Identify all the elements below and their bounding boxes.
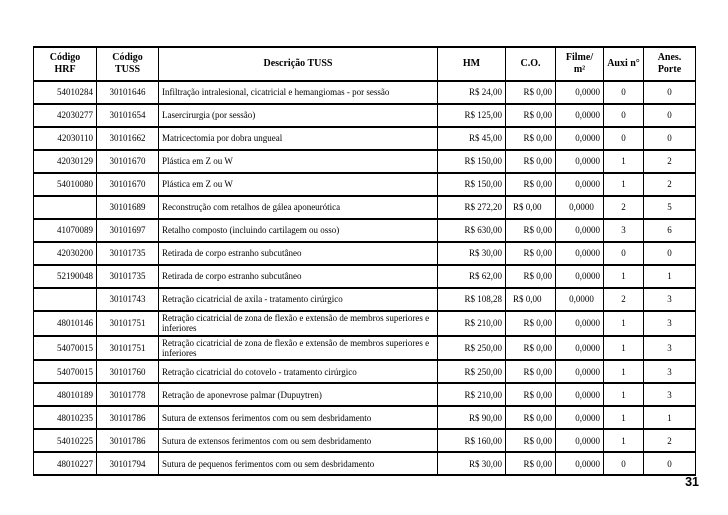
anes-porte-cell: 3 xyxy=(644,360,696,383)
auxi-value-cell: 1 xyxy=(604,429,644,452)
filme-value-cell: 0,0000 xyxy=(556,196,604,219)
table-row xyxy=(34,311,696,336)
descricao-cell: Retração cicatricial de zona de flexão e extensão de membros superiores e inferiores xyxy=(159,311,438,336)
auxi-value-cell: 1 xyxy=(604,265,644,288)
auxi-value-cell: 3 xyxy=(604,219,644,242)
codigo-hrf-cell: 54010284 xyxy=(34,81,97,104)
auxi-value-cell: 0 xyxy=(604,81,644,104)
table-row xyxy=(34,406,696,429)
hm-value-cell: R$ 125,00 xyxy=(438,104,506,127)
filme-value-cell: 0,0000 xyxy=(556,173,604,196)
auxi-value-cell: 1 xyxy=(604,336,644,361)
header-co: C.O. xyxy=(506,47,556,81)
codigo-hrf-cell: 52190048 xyxy=(34,265,97,288)
hm-value-cell: R$ 150,00 xyxy=(438,173,506,196)
codigo-tuss-cell: 30101654 xyxy=(97,104,159,127)
header-codigo-hrf-line1: Código xyxy=(49,51,81,63)
codigo-tuss-cell: 30101760 xyxy=(97,360,159,383)
hm-value-cell: R$ 150,00 xyxy=(438,150,506,173)
codigo-hrf-cell: 42030129 xyxy=(34,150,97,173)
codigo-tuss-cell: 30101786 xyxy=(97,406,159,429)
co-value-cell: R$ 0,00 xyxy=(506,150,556,173)
table-row xyxy=(34,265,696,288)
header-filme-m2: Filme/ m² xyxy=(556,47,604,81)
table-row xyxy=(34,429,696,452)
codigo-tuss-cell: 30101786 xyxy=(97,429,159,452)
descricao-cell: Retração cicatricial do cotovelo - tratamento cirúrgico xyxy=(159,360,438,383)
anes-porte-cell: 6 xyxy=(644,219,696,242)
descricao-cell: Infiltração intralesional, cicatricial e hemangiomas - por sessão xyxy=(159,81,438,104)
anes-porte-cell: 1 xyxy=(644,265,696,288)
codigo-tuss-cell: 30101697 xyxy=(97,219,159,242)
table-row xyxy=(34,360,696,383)
descricao-cell: Reconstrução com retalhos de gálea aponeurótica xyxy=(159,196,438,219)
descricao-cell: Sutura de extensos ferimentos com ou sem desbridamento xyxy=(159,429,438,452)
header-hm: HM xyxy=(438,47,506,81)
auxi-value-cell: 1 xyxy=(604,406,644,429)
co-value-cell: R$ 0,00 xyxy=(506,81,556,104)
co-value-cell: R$ 0,00 xyxy=(506,242,556,265)
codigo-tuss-cell: 30101646 xyxy=(97,81,159,104)
hm-value-cell: R$ 250,00 xyxy=(438,336,506,361)
codigo-tuss-cell: 30101735 xyxy=(97,265,159,288)
table-row xyxy=(34,173,696,196)
auxi-value-cell: 0 xyxy=(604,127,644,150)
auxi-value-cell: 0 xyxy=(604,242,644,265)
hm-value-cell: R$ 108,28 xyxy=(438,288,506,311)
filme-value-cell: 0,0000 xyxy=(556,127,604,150)
codigo-hrf-cell: 48010227 xyxy=(34,452,97,475)
co-value-cell: R$ 0,00 xyxy=(506,336,556,361)
anes-porte-cell: 0 xyxy=(644,127,696,150)
anes-porte-cell: 2 xyxy=(644,150,696,173)
filme-value-cell: 0,0000 xyxy=(556,265,604,288)
descricao-cell: Matricectomia por dobra ungueal xyxy=(159,127,438,150)
tuss-price-table xyxy=(33,46,696,476)
table-header xyxy=(34,47,696,81)
table-row xyxy=(34,81,696,104)
co-value-cell: R$ 0,00 xyxy=(506,360,556,383)
codigo-tuss-cell: 30101751 xyxy=(97,311,159,336)
co-value-cell: R$ 0,00 xyxy=(506,383,556,406)
codigo-hrf-cell: 42030200 xyxy=(34,242,97,265)
auxi-value-cell: 1 xyxy=(604,173,644,196)
anes-porte-cell: 3 xyxy=(644,383,696,406)
descricao-cell: Retalho composto (incluindo cartilagem ou osso) xyxy=(159,219,438,242)
anes-porte-cell: 0 xyxy=(644,81,696,104)
anes-porte-cell: 3 xyxy=(644,311,696,336)
descricao-cell: Lasercirurgia (por sessão) xyxy=(159,104,438,127)
co-value-cell: R$ 0,00 xyxy=(506,173,556,196)
hm-value-cell: R$ 160,00 xyxy=(438,429,506,452)
filme-value-cell: 0,0000 xyxy=(556,406,604,429)
table-row xyxy=(34,288,696,311)
descricao-cell: Retração de aponevrose palmar (Dupuytren) xyxy=(159,383,438,406)
header-codigo-tuss-line2: TUSS xyxy=(114,64,140,75)
auxi-value-cell: 2 xyxy=(604,288,644,311)
hm-value-cell: R$ 30,00 xyxy=(438,242,506,265)
anes-porte-cell: 2 xyxy=(644,173,696,196)
filme-value-cell: 0,0000 xyxy=(556,452,604,475)
auxi-value-cell: 1 xyxy=(604,311,644,336)
filme-value-cell: 0,0000 xyxy=(556,429,604,452)
header-codigo-tuss-line1: Código xyxy=(112,51,143,63)
co-value-cell: R$ 0,00 xyxy=(506,452,556,475)
header-auxi-n: Auxi n° xyxy=(604,47,644,81)
header-codigo-hrf xyxy=(34,47,97,81)
hm-value-cell: R$ 62,00 xyxy=(438,265,506,288)
co-value-cell: R$ 0,00 xyxy=(506,196,556,219)
hm-value-cell: R$ 272,20 xyxy=(438,196,506,219)
codigo-hrf-cell: 54010225 xyxy=(34,429,97,452)
auxi-value-cell: 1 xyxy=(604,383,644,406)
codigo-hrf-cell xyxy=(34,196,97,219)
auxi-value-cell: 0 xyxy=(604,104,644,127)
anes-porte-cell: 3 xyxy=(644,336,696,361)
header-codigo-tuss xyxy=(97,47,159,81)
filme-value-cell: 0,0000 xyxy=(556,336,604,361)
descricao-cell: Retração cicatricial de axila - tratamento cirúrgico xyxy=(159,288,438,311)
header-anes-porte xyxy=(644,47,696,81)
auxi-value-cell: 1 xyxy=(604,360,644,383)
hm-value-cell: R$ 45,00 xyxy=(438,127,506,150)
hm-value-cell: R$ 630,00 xyxy=(438,219,506,242)
descricao-cell: Plástica em Z ou W xyxy=(159,173,438,196)
co-value-cell: R$ 0,00 xyxy=(506,219,556,242)
table-row xyxy=(34,196,696,219)
codigo-tuss-cell: 30101778 xyxy=(97,383,159,406)
co-value-cell: R$ 0,00 xyxy=(506,288,556,311)
codigo-tuss-cell: 30101689 xyxy=(97,196,159,219)
codigo-tuss-cell: 30101670 xyxy=(97,173,159,196)
codigo-hrf-cell: 48010235 xyxy=(34,406,97,429)
anes-porte-cell: 1 xyxy=(644,406,696,429)
codigo-hrf-cell: 41070089 xyxy=(34,219,97,242)
codigo-hrf-cell: 54070015 xyxy=(34,336,97,361)
filme-value-cell: 0,0000 xyxy=(556,242,604,265)
descricao-cell: Sutura de pequenos ferimentos com ou sem desbridamento xyxy=(159,452,438,475)
co-value-cell: R$ 0,00 xyxy=(506,127,556,150)
header-anes-line2: Porte xyxy=(657,64,682,75)
co-value-cell: R$ 0,00 xyxy=(506,104,556,127)
codigo-hrf-cell: 42030110 xyxy=(34,127,97,150)
descricao-cell: Sutura de extensos ferimentos com ou sem desbridamento xyxy=(159,406,438,429)
descricao-cell: Plástica em Z ou W xyxy=(159,150,438,173)
filme-value-cell: 0,0000 xyxy=(556,383,604,406)
table-row xyxy=(34,383,696,406)
anes-porte-cell: 2 xyxy=(644,429,696,452)
codigo-hrf-cell: 48010189 xyxy=(34,383,97,406)
table-body xyxy=(34,81,696,475)
codigo-tuss-cell: 30101662 xyxy=(97,127,159,150)
table-row xyxy=(34,104,696,127)
anes-porte-cell: 3 xyxy=(644,288,696,311)
co-value-cell: R$ 0,00 xyxy=(506,265,556,288)
anes-porte-cell: 0 xyxy=(644,242,696,265)
header-codigo-hrf-line2: HRF xyxy=(54,64,76,75)
codigo-hrf-cell xyxy=(34,288,97,311)
table-row xyxy=(34,219,696,242)
hm-value-cell: R$ 250,00 xyxy=(438,360,506,383)
codigo-tuss-cell: 30101670 xyxy=(97,150,159,173)
auxi-value-cell: 0 xyxy=(604,452,644,475)
codigo-hrf-cell: 54070015 xyxy=(34,360,97,383)
hm-value-cell: R$ 30,00 xyxy=(438,452,506,475)
codigo-hrf-cell: 48010146 xyxy=(34,311,97,336)
codigo-hrf-cell: 42030277 xyxy=(34,104,97,127)
codigo-tuss-cell: 30101735 xyxy=(97,242,159,265)
anes-porte-cell: 0 xyxy=(644,452,696,475)
filme-value-cell: 0,0000 xyxy=(556,81,604,104)
co-value-cell: R$ 0,00 xyxy=(506,406,556,429)
filme-value-cell: 0,0000 xyxy=(556,104,604,127)
codigo-tuss-cell: 30101743 xyxy=(97,288,159,311)
anes-porte-cell: 0 xyxy=(644,104,696,127)
table-row xyxy=(34,452,696,475)
header-descricao-tuss: Descrição TUSS xyxy=(159,47,438,81)
codigo-tuss-cell: 30101751 xyxy=(97,336,159,361)
header-anes-line1: Anes. xyxy=(657,51,682,63)
descricao-cell: Retirada de corpo estranho subcutâneo xyxy=(159,265,438,288)
co-value-cell: R$ 0,00 xyxy=(506,311,556,336)
hm-value-cell: R$ 210,00 xyxy=(438,311,506,336)
codigo-hrf-cell: 54010080 xyxy=(34,173,97,196)
table-row xyxy=(34,127,696,150)
header-row xyxy=(34,47,696,81)
table-row xyxy=(34,336,696,361)
hm-value-cell: R$ 90,00 xyxy=(438,406,506,429)
anes-porte-cell: 5 xyxy=(644,196,696,219)
page-number: 31 xyxy=(685,475,699,489)
hm-value-cell: R$ 210,00 xyxy=(438,383,506,406)
auxi-value-cell: 2 xyxy=(604,196,644,219)
hm-value-cell: R$ 24,00 xyxy=(438,81,506,104)
co-value-cell: R$ 0,00 xyxy=(506,429,556,452)
filme-value-cell: 0,0000 xyxy=(556,360,604,383)
filme-value-cell: 0,0000 xyxy=(556,219,604,242)
filme-value-cell: 0,0000 xyxy=(556,288,604,311)
table-row xyxy=(34,150,696,173)
table-row xyxy=(34,242,696,265)
descricao-cell: Retração cicatricial de zona de flexão e extensão de membros superiores e inferiores xyxy=(159,336,438,361)
filme-value-cell: 0,0000 xyxy=(556,311,604,336)
auxi-value-cell: 1 xyxy=(604,150,644,173)
filme-value-cell: 0,0000 xyxy=(556,150,604,173)
descricao-cell: Retirada de corpo estranho subcutâneo xyxy=(159,242,438,265)
codigo-tuss-cell: 30101794 xyxy=(97,452,159,475)
